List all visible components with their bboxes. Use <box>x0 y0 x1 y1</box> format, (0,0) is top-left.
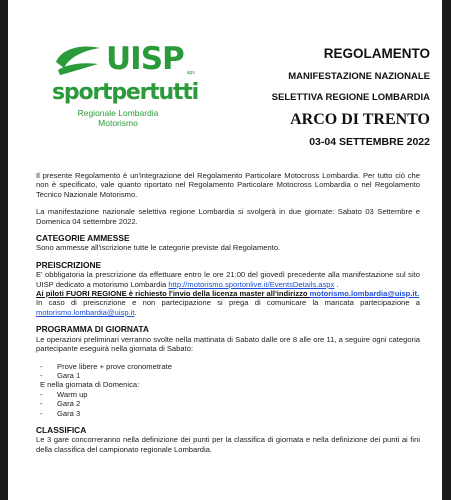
fuori-regione-notice <box>36 289 420 298</box>
event-days-paragraph: La manifestazione nazionale selettiva regione Lombardia si svolgerà in due giornate: Sabato 03 Settembre e Domenica 04 settembre 2022. <box>36 207 420 226</box>
section-heading-programma: PROGRAMMA DI GIORNATA <box>36 324 149 335</box>
preiscrizione-text-end: . <box>334 279 339 289</box>
list-item: - Gara 2 <box>40 399 420 408</box>
list-item: - Gara 3 <box>40 409 420 418</box>
cancellation-end: . <box>134 307 137 317</box>
logo-discipline: Motorismo <box>98 118 138 128</box>
document-page <box>8 0 442 500</box>
saturday-list <box>36 362 420 381</box>
event-type-line: MANIFESTAZIONE NAZIONALE <box>288 71 430 82</box>
categorie-text: Sono ammesse all'iscrizione tutte le categorie previste dal Regolamento. <box>36 243 281 253</box>
sunday-list <box>36 390 420 418</box>
cancellation-email-link[interactable]: motorismo.lombardia@uisp.it <box>36 307 135 317</box>
uisp-emblem-icon <box>52 42 104 76</box>
section-heading-preiscrizione: PREISCRIZIONE <box>36 259 102 270</box>
document-body <box>36 171 420 462</box>
uisp-logo <box>52 42 202 128</box>
logo-aps-text: aps <box>186 70 195 76</box>
preiscrizione-text: E' obbligatoria la prescrizione da effettuare entro le ore 21:00 del giovedì precedente alla manifestazione sul sito UISP dedicato a motorismo Lombardia <box>36 270 420 289</box>
logo-brand-text: UISP <box>106 41 184 77</box>
registration-link[interactable]: http://motorismo.sportonlive.it/EventsDetails.aspx <box>168 279 335 289</box>
event-region-line: SELETTIVA REGIONE LOMBARDIA <box>271 92 430 103</box>
list-item: - Warm up <box>40 390 420 399</box>
license-email-link[interactable]: motorismo.lombardia@uisp.it. <box>309 289 420 299</box>
event-dates: 03-04 SETTEMBRE 2022 <box>309 136 430 148</box>
logo-tagline: sportpertutti <box>52 80 198 105</box>
classifica-text: Le 3 gare concorreranno nella definizione dei punti per la classifica di giornata e nella definizione dei punti ai fini della classifica del campionato regionale Lombardia. <box>36 435 420 454</box>
programma-text: Le operazioni preliminari verranno svolte nella mattinata di Sabato dalle ore 8 alle ore 11, a seguire ogni categoria partecipante eseguirà nella giornata di Sabato: <box>36 334 420 354</box>
document-title: REGOLAMENTO <box>323 46 430 61</box>
cancellation-text: In caso di preiscrizione e non partecipazione si prega di comunicare la mancata partecipazione a <box>36 298 420 308</box>
list-item: - Gara 1 <box>40 371 420 380</box>
logo-region: Regionale Lombardia <box>77 108 159 118</box>
cancellation-notice <box>36 298 420 317</box>
event-location: ARCO DI TRENTO <box>290 111 430 128</box>
sunday-intro: E nella giornata di Domenica: <box>40 380 140 390</box>
section-heading-classifica: CLASSIFICA <box>36 424 87 435</box>
list-item: - Prove libere + prove cronometrate <box>40 362 420 371</box>
section-heading-categorie: CATEGORIE AMMESSE <box>36 233 130 244</box>
intro-paragraph: Il presente Regolamento è un'integrazione del Regolamento Particolare Motocross Lombardia. Per tutto ciò che non è specificato, vale quanto riportato nel Regolamento Particolare Motocross Lombardia o nel Regolamento Tecnico Nazionale Motorismo. <box>36 171 420 199</box>
fuori-regione-text: Ai piloti FUORI REGIONE è richiesto l'invio della licenza master all'indirizzo <box>36 289 310 299</box>
preiscrizione-paragraph <box>36 270 420 289</box>
